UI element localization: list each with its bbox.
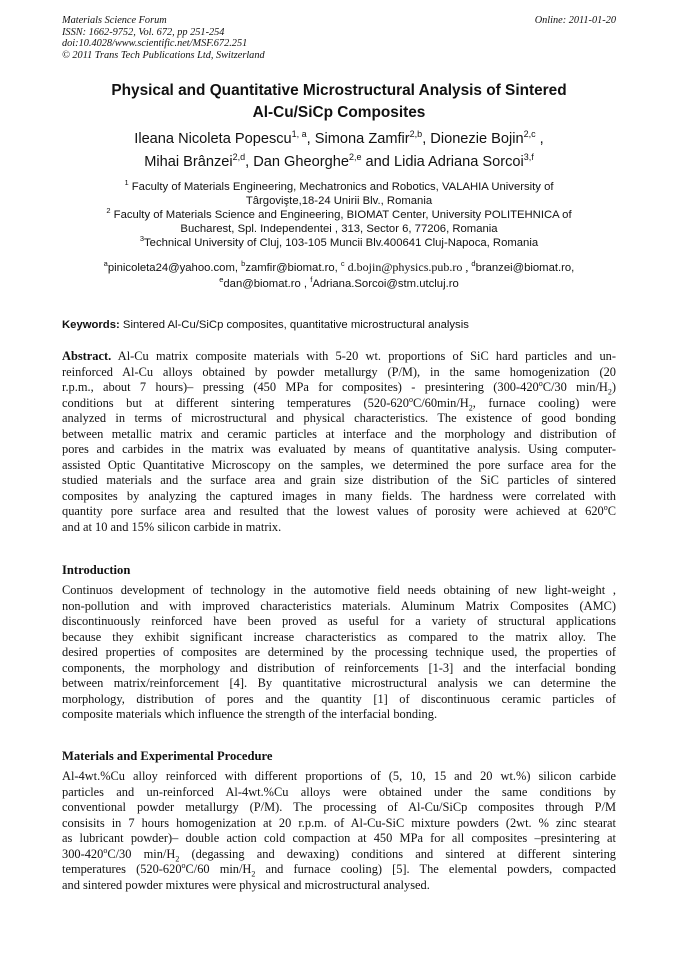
body-line: Continuos development of technology in the automotive field needs obtaining of new light-weight ,: [62, 583, 616, 597]
degree-mark: o: [538, 378, 543, 388]
affiliation-text: Târgovişte,18-24 Unirii Blv., Romania: [245, 195, 433, 207]
email-link[interactable]: Adriana.Sorcoi@stm.utcluj.ro: [312, 278, 459, 290]
email-mark: f: [310, 275, 313, 285]
subscript-2: 2: [175, 854, 180, 864]
affiliation-text: Technical University of Cluj, 103-105 Muncii Blv.400641 Cluj-Napoca, Romania: [144, 237, 539, 249]
subscript-2: 2: [468, 403, 473, 413]
abstract-line: Al-Cu matrix composite materials with 5-20 wt. proportions of SiC hard particles and un-: [111, 349, 616, 363]
keywords-label: Keywords:: [62, 319, 120, 331]
body-line: desired properties of composites are determined by the processing technique used, the properties of: [62, 645, 616, 660]
author-separator: ,: [422, 131, 431, 147]
subscript-2: 2: [251, 869, 256, 879]
affiliations: [62, 180, 616, 250]
email-link[interactable]: branzei@biomat.ro,: [475, 262, 575, 274]
author-affiliation-mark: 3,f: [523, 152, 534, 163]
body-line: and furnace cooling) [5]. The elemental powders, compacted: [255, 862, 616, 877]
author-emails: [62, 259, 616, 292]
affiliation-text: Faculty of Materials Engineering, Mechatronics and Robotics, VALAHIA University of: [128, 181, 554, 193]
issn-line: ISSN: 1662-9752, Vol. 672, pp 251-254: [62, 26, 225, 38]
degree-mark: o: [603, 503, 608, 513]
affiliation-text: Faculty of Materials Science and Engineering, BIOMAT Center, University POLITEHNICA of: [110, 209, 572, 221]
author-affiliation-mark: 2,c: [523, 129, 536, 140]
materials-body: [62, 769, 616, 893]
body-line: conventional powder metallurgy (P/M). The processing of Al-Cu/SiCp composites through P/M: [62, 800, 616, 815]
abstract-line: ): [611, 380, 616, 395]
abstract-line: analyzed in terms of microstructural and physical characteristics. The existence of good bonding: [62, 411, 616, 426]
affiliation-number: 2: [106, 206, 111, 216]
body-line: C/30 min/H: [107, 846, 176, 861]
author-separator: ,: [535, 131, 544, 147]
online-date: Online: 2011-01-20: [534, 15, 616, 26]
keywords: [62, 318, 616, 333]
author-name: Ileana Nicoleta Popescu: [134, 131, 292, 147]
abstract-line: studied materials and the surface area and grain size distribution of the SiC particles of sintered: [62, 473, 616, 488]
abstract-line: C/30 min/H: [542, 380, 608, 395]
introduction-heading: Introduction: [62, 563, 131, 577]
abstract-line: between metallic matrix and ceramic particles at interface and the morphology and distribution of: [62, 426, 616, 441]
affiliation-number: 3: [139, 234, 145, 244]
email-mark: e: [219, 275, 224, 285]
abstract-label: Abstract.: [62, 349, 112, 363]
body-line: 300-420: [62, 846, 104, 861]
degree-mark: o: [181, 861, 186, 871]
copyright-line: © 2011 Trans Tech Publications Ltd, Switzerland: [62, 49, 265, 61]
author-affiliation-mark: 2,d: [232, 152, 246, 163]
subscript-2: 2: [607, 387, 612, 397]
body-line: discontinuously reinforced have been proved as useful for a variety of structural applications: [62, 614, 616, 629]
author-list: [62, 128, 616, 174]
abstract-line: , furnace cooling) were: [472, 395, 616, 410]
author-separator: ,: [245, 154, 254, 170]
body-line: because they exhibit significant increase characteristics as compared to the matrix alloy. The: [62, 629, 616, 644]
email-mark: c: [340, 259, 345, 269]
email-mark: b: [241, 259, 246, 269]
email-link[interactable]: dan@biomat.ro ,: [223, 278, 311, 290]
body-line: as lubricant powder)– double action cold compaction at 450 MPa for all composites –presintering at: [62, 831, 616, 846]
email-mark: d: [471, 259, 476, 269]
author-name: Dan Gheorghe: [253, 154, 349, 170]
author-name: Dionezie Bojin: [430, 131, 524, 147]
body-line: and sintered powder mixtures were physical and microstructural analysed.: [62, 877, 430, 892]
keywords-text: Sintered Al-Cu/SiCp composites, quantitative microstructural analysis: [119, 319, 469, 331]
body-line: between matrix/reinforcement [4]. By quantitative microstructural analysis we can determine the: [62, 676, 616, 691]
abstract-line: and at 10 and 15% silicon carbide in matrix.: [62, 520, 282, 535]
abstract-line: composites by analyzing the captured images in many fields. The hardness were correlated with: [62, 488, 616, 503]
abstract-line: C/60min/H: [412, 395, 469, 410]
email-link[interactable]: pinicoleta24@yahoo.com,: [107, 262, 242, 274]
abstract-line: pores and carbides in the matrix was evaluated by means of quantitative analysis. Using computer-: [62, 442, 616, 457]
author-affiliation-mark: 2,e: [348, 152, 362, 163]
affiliation-number: 1: [124, 178, 129, 188]
author-name: Simona Zamfir: [314, 131, 410, 147]
title-line-1: Physical and Quantitative Microstructural Analysis of Sintered: [111, 82, 567, 99]
body-line: C/60 min/H: [185, 862, 252, 877]
body-line: (degassing and dewaxing) conditions and sintered at different sintering: [179, 846, 616, 861]
abstract-line: C: [607, 504, 616, 519]
journal-header: [62, 15, 616, 61]
body-line: particles and un-reinforced Al-4wt.%Cu alloys were obtained under the same conditions by: [62, 784, 616, 799]
degree-mark: o: [103, 845, 108, 855]
body-line: Al-4wt.%Cu alloy reinforced with different proportions of (5, 10, 15 and 20 wt.%) silicon carbide: [62, 769, 616, 783]
body-line: non-pollution and with improved characteristics materials. Aluminum Matrix Composites (AMC): [62, 598, 616, 613]
author-name: Mihai Brânzei: [144, 154, 233, 170]
introduction-body: [62, 583, 616, 723]
doi-line[interactable]: doi:10.4028/www.scientific.net/MSF.672.251: [62, 38, 248, 50]
author-affiliation-mark: 1, a: [291, 129, 307, 140]
body-line: composite materials which influence the strength of the interfacial bonding.: [62, 707, 438, 722]
body-line: morphology, distribution of pores and the quantity [1] of discontinuous ceramic particles of: [62, 691, 616, 706]
abstract-line: r.p.m., about 7 hours)– pressing (450 MPa for composites) - presintering (300-420: [62, 380, 539, 395]
author-separator: ,: [306, 131, 315, 147]
title-line-2: Al-Cu/SiCp Composites: [252, 104, 426, 121]
abstract-line: conditions but at different sintering temperatures (520-620: [62, 395, 409, 410]
body-line: components, the morphology and distribution of reinforcements [1-3] and the interfacial bonding: [62, 660, 616, 675]
email-link[interactable]: d.bojin@physics.pub.ro ,: [344, 260, 472, 274]
author-name: Lidia Adriana Sorcoi: [393, 154, 524, 170]
email-mark: a: [103, 259, 108, 269]
author-separator: and: [361, 154, 394, 170]
journal-name: Materials Science Forum: [62, 15, 167, 26]
degree-mark: o: [408, 394, 413, 404]
author-affiliation-mark: 2,b: [409, 129, 423, 140]
abstract: [62, 349, 616, 536]
body-line: temperatures (520-620: [62, 862, 182, 877]
abstract-line: reinforced Al-Cu alloys obtained by powder metallurgy (P/M), in the same homogenization (20: [62, 364, 616, 379]
email-link[interactable]: zamfir@biomat.ro,: [245, 262, 341, 274]
abstract-line: quantity pore surface area and resulted that the lowest values of porosity were achieved at 620: [62, 504, 604, 519]
materials-heading: Materials and Experimental Procedure: [62, 749, 273, 763]
affiliation-text: Bucharest, Spl. Independentei , 313, Sector 6, 77206, Romania: [180, 223, 498, 235]
abstract-line: assisted Optic Quantitative Microscopy on the samples, we determined the pore surface area for the: [62, 457, 616, 472]
paper-title: [62, 80, 616, 124]
body-line: consisits in 7 hours homogenization at 20 r.p.m. of Al-Cu-SiC mixture powders (2wt. % zinc stearat: [62, 815, 616, 830]
